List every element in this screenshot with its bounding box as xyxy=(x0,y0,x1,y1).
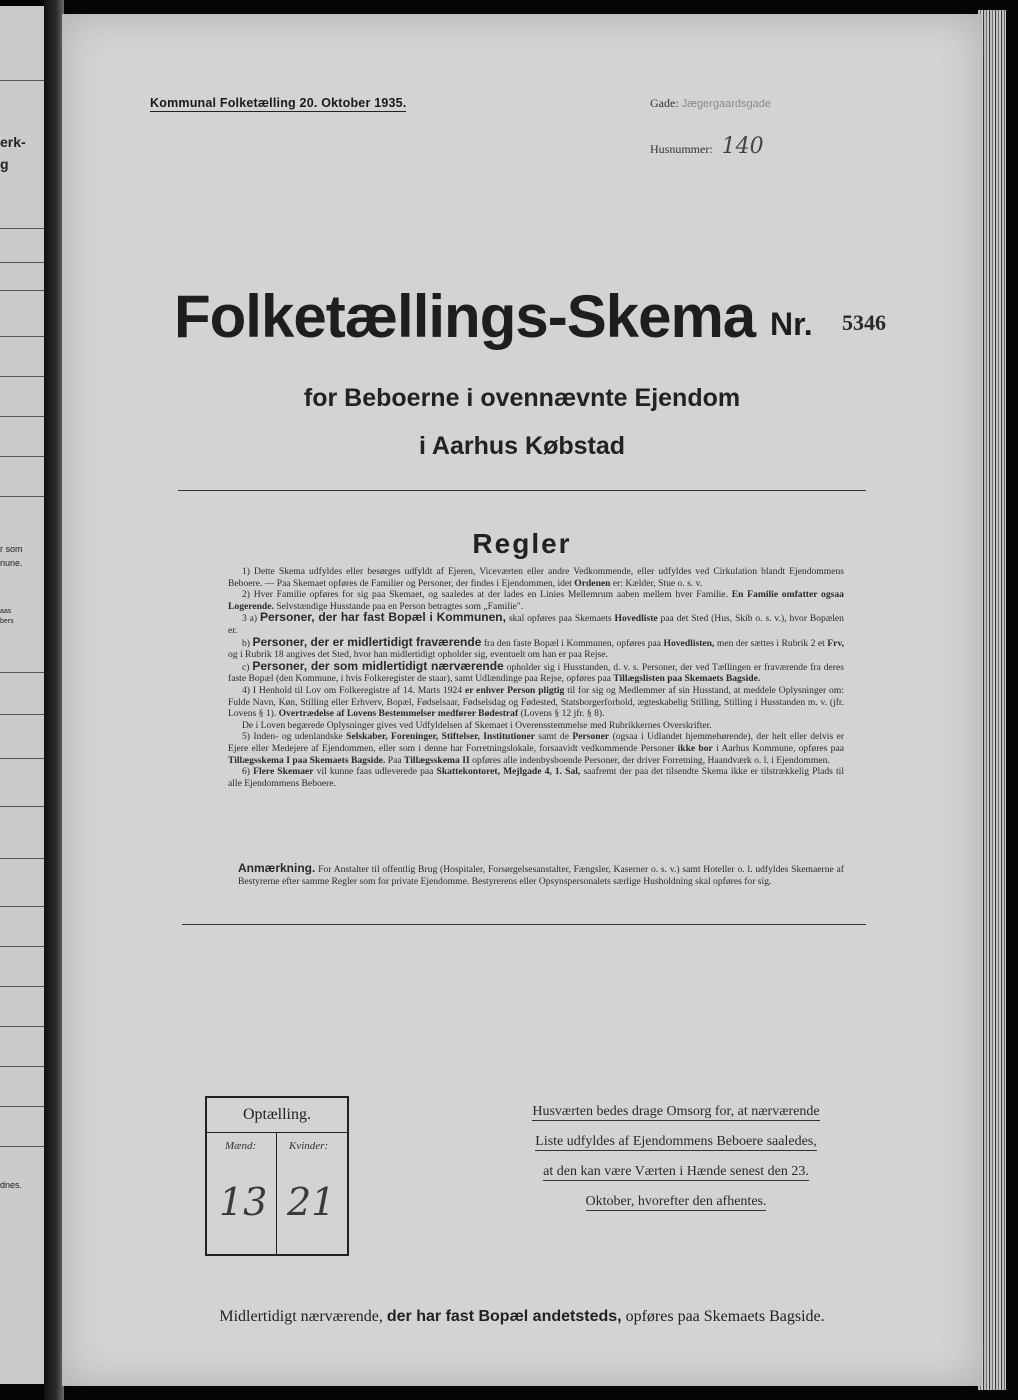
rules-text xyxy=(228,566,844,789)
rule xyxy=(0,262,44,263)
rule-2: 2) Hver Familie opføres for sig paa Skemaet, og saaledes at der lades en Linies Mellemrum aaben mellem hver Familie. En Familie omfatter ogsaa Logerende. Selvstændige Husstande paa en Person betragtes som „Familie". xyxy=(228,589,844,612)
maend-count: 13 xyxy=(219,1180,268,1224)
rule xyxy=(0,806,44,807)
anmaerkning-text: For Anstalter til offentlig Brug (Hospitaler, Forsørgelsesanstalter, Fængsler, Kaserner o. s. v.) samt Hoteller o. l. udfyldes Skemaerne af Bestyrerne efter samme Regler som for private Ejendomme. Bestyrerens eller Opsynspersonalets særlige Husholdning skal opføres for sig. xyxy=(238,864,844,887)
left-fragment: aas xyxy=(0,608,12,615)
form-title: Folketællings-Skema xyxy=(174,283,756,350)
gade-line xyxy=(650,96,771,111)
maend-label: Mænd: xyxy=(225,1140,257,1152)
rule-3c: c) Personer, der som midlertidigt nærværende opholder sig i Husstanden, d. v. s. Personer, der ved Tællingen er fraværende fra deres faste Bopæl (den Kommune, i hvis Folkeregister de staar), samt Udlændinge paa Rejse, opføres paa Tillægslisten paa Skemaets Bagside. xyxy=(228,658,844,685)
page-edges xyxy=(978,10,1006,1390)
nr-label: Nr. xyxy=(770,306,813,342)
rule xyxy=(0,1106,44,1107)
book-gutter xyxy=(44,0,64,1400)
rule-6: 6) Flere Skemaer vil kunne faas udleverede paa Skattekontoret, Mejlgade 4, 1. Sal, saafremt der paa det tilsendte Skema ikke er tilstrækkelig Plads til alle Ejendommens Beboere. xyxy=(228,766,844,789)
rule xyxy=(0,906,44,907)
rule xyxy=(0,986,44,987)
rule xyxy=(0,1026,44,1027)
rule-3a: 3 a) Personer, der har fast Bopæl i Kommunen, skal opføres paa Skemaets Hovedliste paa det Sted (Hus, Skib o. s. v.), hvor Bopælen er. xyxy=(228,610,844,636)
rule xyxy=(0,946,44,947)
divider xyxy=(178,490,866,491)
rule xyxy=(0,456,44,457)
rule-1: 1) Dette Skema udfyldes eller besørges udfyldt af Ejeren, Viceværten eller andre Vedkommende, eller udfyldes ved Cirkulation blandt Ejendommens Beboere. — Paa Skemaet opføres de Familier og Personer, der findes i Ejendommen, idet Ordenen er: Kælder, Stue o. s. v. xyxy=(228,566,844,589)
subtitle-1: for Beboerne i ovennævnte Ejendom xyxy=(303,384,741,412)
left-fragment: bers xyxy=(0,618,14,625)
left-fragment: r som xyxy=(0,544,23,554)
left-facing-page xyxy=(0,6,44,1384)
regler-heading: Regler xyxy=(472,528,572,559)
left-fragment: dnes. xyxy=(0,1180,23,1190)
rule xyxy=(0,228,44,229)
rule xyxy=(0,1066,44,1067)
notice-line: Husværten bedes drage Omsorg for, at nærværende xyxy=(532,1104,820,1119)
footer-pre: Midlertidigt nærværende, xyxy=(219,1308,383,1325)
notice-line: Liste udfyldes af Ejendommens Beboere saaledes, xyxy=(535,1134,817,1149)
footer-post: opføres paa Skemaets Bagside. xyxy=(625,1308,825,1325)
left-fragment: erk- xyxy=(0,134,26,150)
rule xyxy=(0,672,44,673)
rule-4-cont: De i Loven begærede Oplysninger gives ved Udfyldelsen af Skemaet i Overensstemmelse med Rubrikkernes Overskrifter. xyxy=(242,719,712,731)
rule-4: 4) I Henhold til Lov om Folkeregistre af 14. Marts 1924 er enhver Person pligtig til for sig og Medlemmer af sin Husstand, at meddele Oplysninger om: Fulde Navn, Køn, Stilling eller Erhverv, Bopæl, Fødselsaar, Fødselsdag og Fødested, Statsborgerforhold, ægteskabelig Stilling, Stilling i Husstanden m. v. (jfr. Lovens § 1). Overtrædelse af Lovens Bestemmelser medfører Bødestraf (Lovens § 12 jfr. § 8). xyxy=(228,684,844,720)
rule xyxy=(0,1146,44,1147)
census-header: Kommunal Folketælling 20. Oktober 1935. xyxy=(150,96,407,110)
rule xyxy=(0,496,44,497)
optaelling-heading: Optælling. xyxy=(207,1098,347,1133)
kvinder-count: 21 xyxy=(287,1180,336,1224)
notice-line: at den kan være Værten i Hænde senest den 23. xyxy=(543,1164,809,1179)
footer-note xyxy=(62,1308,982,1326)
anmaerkning-label: Anmærkning. xyxy=(238,861,316,875)
divider xyxy=(182,924,866,925)
box-divider xyxy=(276,1132,277,1254)
rule xyxy=(0,714,44,715)
anmaerkning xyxy=(238,862,844,888)
rule-3b: b) Personer, der er midlertidigt fraværende fra den faste Bopæl i Kommunen, opføres paa Hovedlisten, men der sættes i Rubrik 2 et Frv, og i Rubrik 18 angives det Sted, hvor han midlertidigt opholder sig, eventuelt om han er paa Rejse. xyxy=(228,634,845,661)
left-fragment: g xyxy=(0,156,9,172)
notice-line: Oktober, hvorefter den afhentes. xyxy=(585,1194,767,1209)
subtitle-2: i Aarhus Købstad xyxy=(418,432,626,460)
husnummer-line xyxy=(650,134,764,159)
rule xyxy=(0,858,44,859)
gade-stamp: Jægergaardsgade xyxy=(681,98,771,110)
census-form-page xyxy=(62,14,982,1386)
footer-bold: der har fast Bopæl andetsteds, xyxy=(386,1308,622,1325)
rule xyxy=(0,376,44,377)
rule xyxy=(0,336,44,337)
landlord-notice xyxy=(508,1104,844,1224)
rule xyxy=(0,416,44,417)
form-number: 5346 xyxy=(842,310,886,335)
kvinder-label: Kvinder: xyxy=(289,1140,329,1152)
husnummer-label: Husnummer: xyxy=(650,142,713,156)
gade-label: Gade: xyxy=(650,96,679,110)
optaelling-box xyxy=(205,1096,349,1256)
rule xyxy=(0,80,44,81)
left-fragment: nune. xyxy=(0,558,23,568)
rule-5: 5) Inden- og udenlandske Selskaber, Foreninger, Stiftelser, Institutioner samt de Personer (ogsaa i Udlandet hjemmehørende), der helt eller delvis er Ejere eller Medejere af Ejendommen, eller som i denne har Forretningslokale, forsaavidt vedkommende Personer ikke bor i Aarhus Kommune, opføres paa Tillægsskema I paa Skemaets Bagside. Paa Tillægsskema II opføres alle indenbysboende Personer, der driver Forretning, Haandværk o. l. i Ejendommen. xyxy=(228,731,845,766)
rule xyxy=(0,290,44,291)
husnummer-handwritten: 140 xyxy=(721,134,764,159)
rule xyxy=(0,758,44,759)
